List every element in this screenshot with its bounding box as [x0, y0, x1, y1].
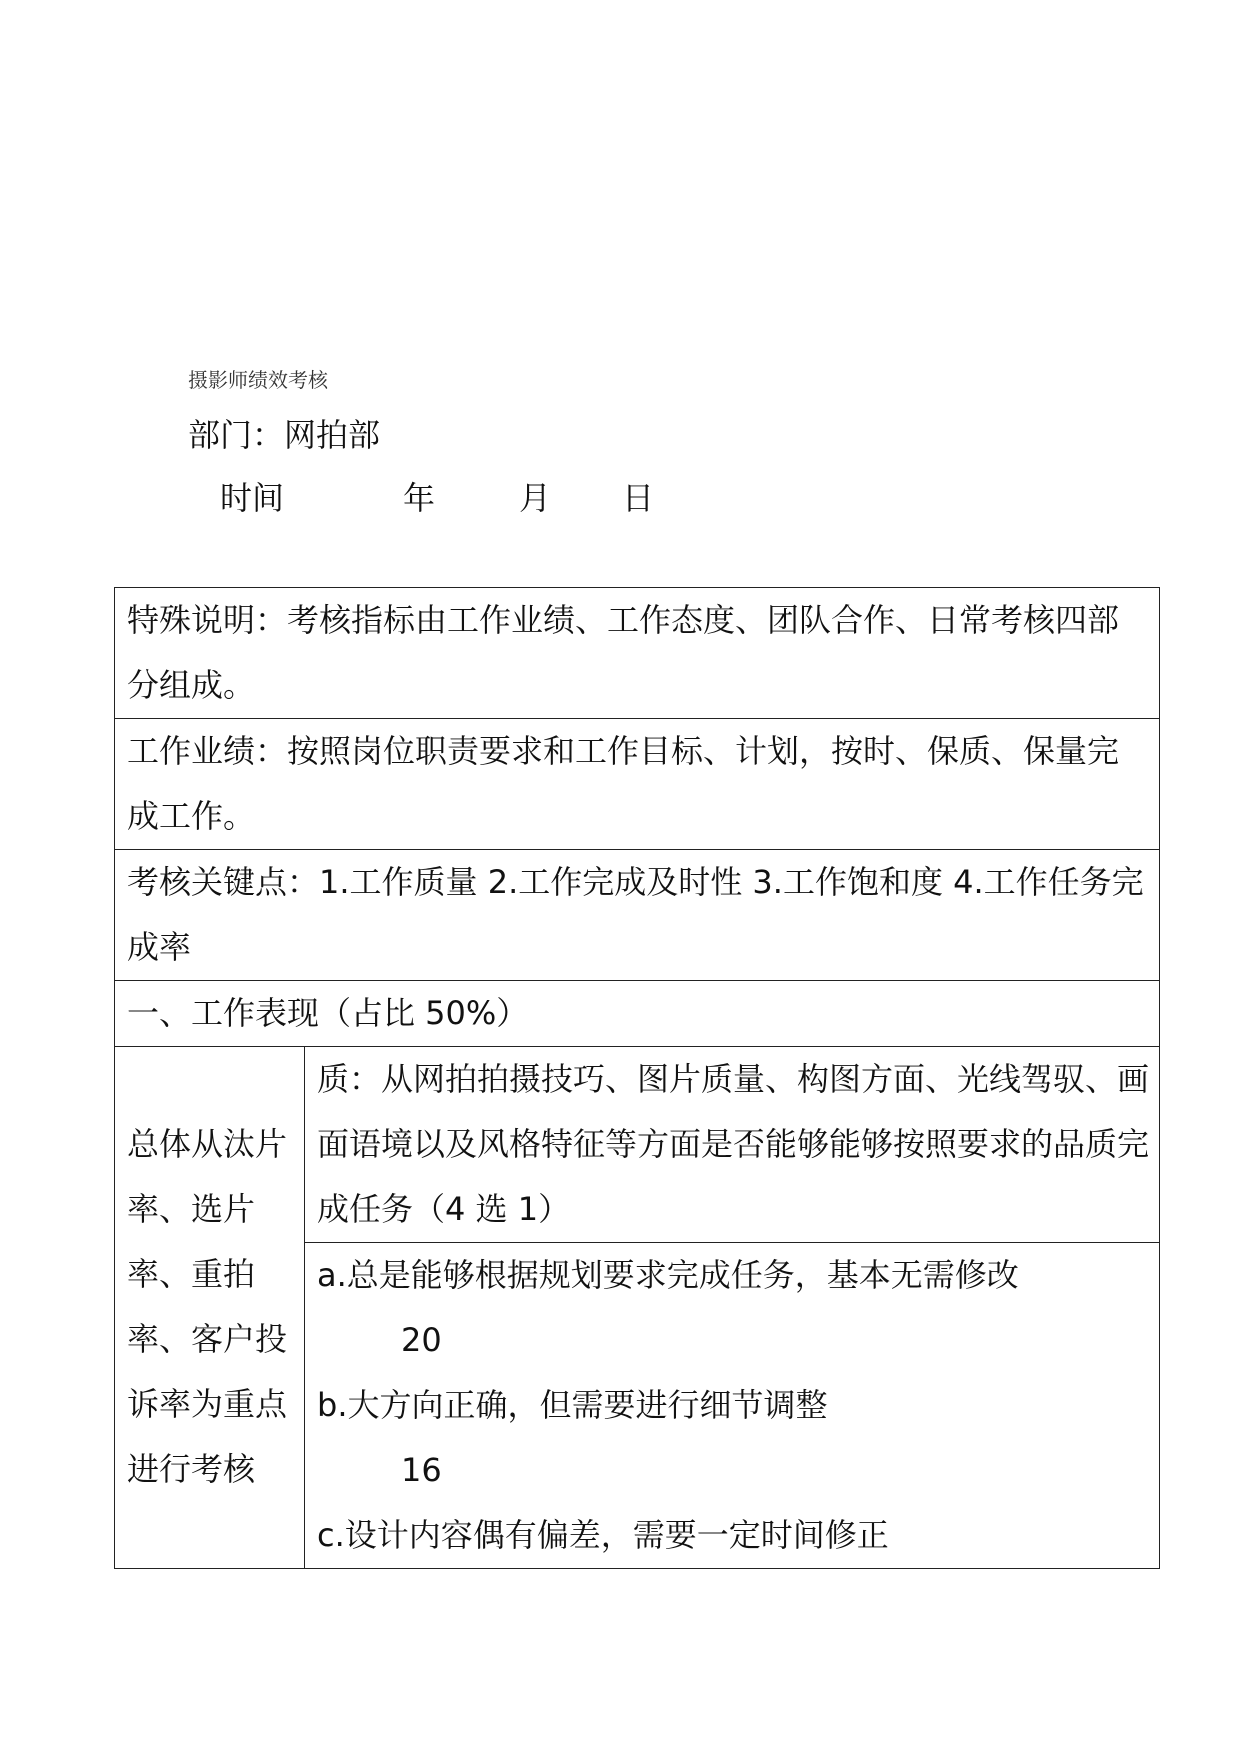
special-note-row: 特殊说明：考核指标由工作业绩、工作态度、团队合作、日常考核四部分组成。: [115, 588, 1159, 719]
assessment-table: [114, 587, 1160, 1569]
year-label: 年: [403, 479, 436, 517]
quality-cell: [305, 1047, 1159, 1568]
key-points-row: 考核关键点：1.工作质量 2.工作完成及时性 3.工作饱和度 4.工作任务完成率: [115, 850, 1159, 981]
day-label: 日: [622, 479, 655, 517]
work-performance-row: 工作业绩：按照岗位职责要求和工作目标、计划，按时、保质、保量完成工作。: [115, 719, 1159, 850]
criteria-cell: 总体从汰片率、选片率、重拍率、客户投诉率为重点进行考核: [115, 1047, 305, 1568]
option-b-text: b.大方向正确，但需要进行细节调整: [317, 1386, 828, 1424]
option-c-text: c.设计内容偶有偏差，需要一定时间修正: [317, 1516, 889, 1554]
month-label: 月: [519, 479, 552, 517]
quality-options: [305, 1243, 1159, 1568]
option-b-score: 16: [401, 1451, 442, 1489]
quality-description: 质：从网拍拍摄技巧、图片质量、构图方面、光线驾驭、画面语境以及风格特征等方面是否能够能够按照要求的品质完成任务（4 选 1）: [305, 1047, 1159, 1243]
option-a-score: 20: [401, 1321, 442, 1359]
option-a-text: a.总是能够根据规划要求完成任务，基本无需修改: [317, 1256, 1019, 1294]
department-line: 部门：网拍部: [188, 416, 381, 454]
section-one-row: 一、工作表现（占比 50%）: [115, 981, 1159, 1047]
doc-title: 摄影师绩效考核: [188, 368, 328, 392]
time-label: 时间: [220, 479, 285, 517]
quality-section: [115, 1047, 1159, 1568]
